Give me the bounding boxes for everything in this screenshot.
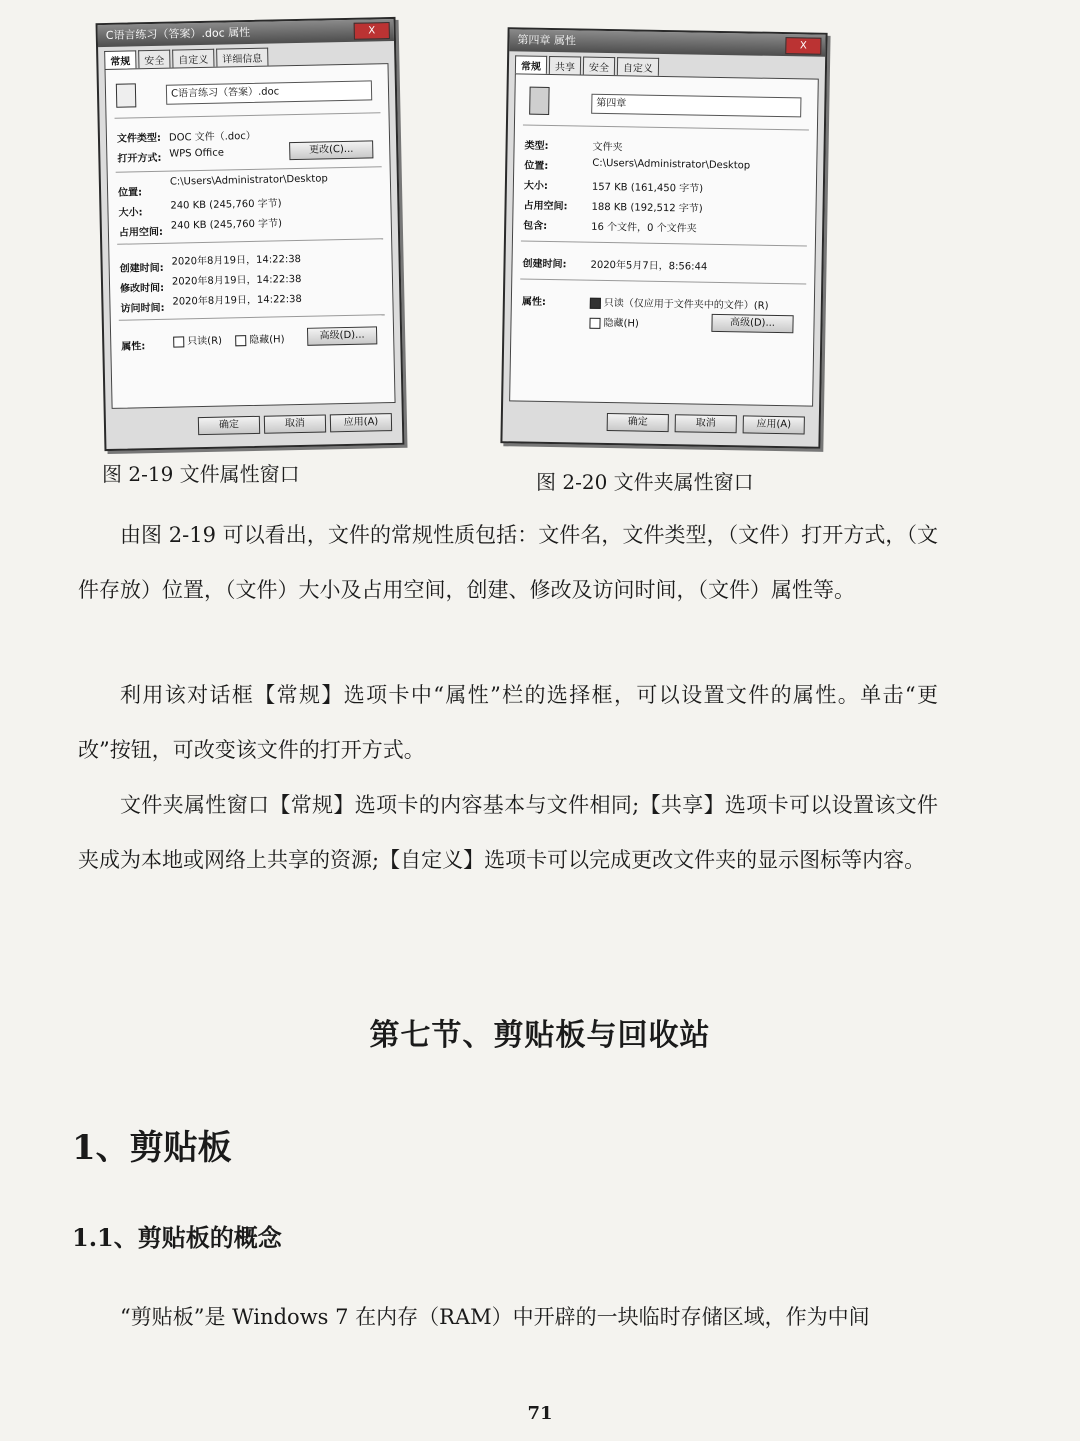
contains-value: 16 个文件，0 个文件夹 bbox=[591, 221, 697, 235]
paragraph bbox=[78, 1290, 938, 1345]
size-value: 157 KB (161,450 字节) bbox=[591, 181, 704, 195]
figure-caption: 图 2-19 文件属性窗口 bbox=[102, 462, 300, 486]
page-number: 71 bbox=[527, 1403, 553, 1424]
figure-caption: 图 2-20 文件夹属性窗口 bbox=[536, 470, 754, 494]
open-with-label: 打开方式: bbox=[117, 152, 162, 165]
advanced-button[interactable]: 高级(D)... bbox=[711, 314, 793, 333]
document-icon bbox=[116, 83, 136, 107]
tab-general[interactable]: 常规 bbox=[515, 55, 547, 74]
dialog-titlebar bbox=[509, 29, 825, 57]
location-value: C:\Users\Administrator\Desktop bbox=[592, 157, 751, 172]
apply-button[interactable]: 应用(A) bbox=[330, 413, 392, 432]
modified-label: 修改时间: bbox=[120, 282, 165, 295]
section-title: 第七节、剪贴板与回收站 bbox=[369, 1018, 711, 1053]
disk-size-label: 占用空间: bbox=[118, 226, 164, 239]
created-value: 2020年5月7日，8:56:44 bbox=[590, 259, 708, 273]
filename-field[interactable]: C语言练习（答案）.doc bbox=[166, 80, 372, 104]
type-label: 类型: bbox=[524, 140, 549, 152]
close-button[interactable]: X bbox=[785, 37, 821, 55]
checkbox-icon bbox=[590, 297, 601, 308]
tab-sharing[interactable]: 共享 bbox=[549, 56, 581, 75]
ok-button[interactable]: 确定 bbox=[607, 413, 669, 432]
paragraph bbox=[78, 508, 938, 618]
tab-security[interactable]: 安全 bbox=[583, 57, 615, 76]
general-panel bbox=[509, 73, 819, 406]
hidden-label: 隐藏(H) bbox=[249, 334, 285, 347]
dialog-titlebar bbox=[98, 19, 394, 47]
tab-security[interactable]: 安全 bbox=[138, 50, 170, 69]
created-label: 创建时间: bbox=[522, 258, 567, 271]
open-with-value: WPS Office bbox=[169, 147, 225, 160]
checkbox-icon bbox=[589, 317, 600, 328]
disk-size-value: 188 KB (192,512 字节) bbox=[591, 201, 703, 215]
tab-custom[interactable]: 自定义 bbox=[617, 57, 659, 76]
foldername-field[interactable]: 第四章 bbox=[591, 94, 801, 118]
divider bbox=[117, 238, 383, 245]
modified-value: 2020年8月19日，14:22:38 bbox=[171, 273, 302, 288]
paragraph-text: “剪贴板”是 Windows 7 在内存（RAM）中开辟的一块临时存储区域，作为中间 bbox=[120, 1305, 870, 1329]
heading-1: 1、剪贴板 bbox=[72, 1128, 232, 1168]
close-button[interactable]: X bbox=[354, 22, 390, 40]
disk-size-value: 240 KB (245,760 字节) bbox=[170, 218, 283, 232]
checkbox-icon bbox=[173, 336, 184, 347]
hidden-label: 隐藏(H) bbox=[603, 317, 639, 330]
paragraph-text: 利用该对话框【常规】选项卡中“属性”栏的选择框，可以设置文件的属性。单击“更改”按钮，可改变该文件的打开方式。 bbox=[78, 683, 938, 762]
tab-details[interactable]: 详细信息 bbox=[216, 48, 268, 67]
readonly-checkbox[interactable] bbox=[590, 294, 769, 312]
hidden-checkbox[interactable] bbox=[589, 314, 639, 330]
location-value: C:\Users\Administrator\Desktop bbox=[169, 173, 328, 188]
divider bbox=[116, 166, 382, 173]
location-label: 位置: bbox=[118, 187, 143, 199]
accessed-value: 2020年8月19日，14:22:38 bbox=[172, 293, 302, 308]
size-label: 大小: bbox=[523, 180, 548, 192]
advanced-button[interactable]: 高级(D)... bbox=[307, 326, 377, 345]
folder-properties-dialog bbox=[500, 27, 827, 449]
heading-2: 1.1、剪贴板的概念 bbox=[72, 1223, 282, 1252]
size-label: 大小: bbox=[118, 207, 143, 219]
paragraph bbox=[78, 668, 938, 778]
cancel-button[interactable]: 取消 bbox=[675, 414, 737, 433]
type-label: 文件类型: bbox=[116, 132, 162, 145]
tab-general[interactable]: 常规 bbox=[104, 50, 136, 69]
divider bbox=[523, 125, 809, 131]
divider bbox=[119, 314, 385, 321]
apply-button[interactable]: 应用(A) bbox=[743, 415, 805, 434]
location-label: 位置: bbox=[524, 160, 549, 172]
readonly-label: 只读(R) bbox=[187, 335, 223, 348]
readonly-label: 只读（仅应用于文件夹中的文件）(R) bbox=[603, 297, 769, 312]
file-properties-dialog bbox=[96, 17, 405, 451]
folder-icon bbox=[529, 87, 549, 115]
created-value: 2020年8月19日，14:22:38 bbox=[171, 253, 302, 268]
type-value: 文件夹 bbox=[592, 141, 623, 154]
attributes-label: 属性: bbox=[121, 341, 146, 353]
contains-label: 包含: bbox=[523, 220, 548, 232]
type-value: DOC 文件（.doc） bbox=[168, 130, 256, 144]
attributes-label: 属性: bbox=[521, 296, 546, 308]
divider bbox=[520, 278, 806, 284]
accessed-label: 访问时间: bbox=[120, 302, 165, 315]
paragraph bbox=[78, 778, 938, 888]
tab-custom[interactable]: 自定义 bbox=[172, 49, 214, 68]
change-button[interactable]: 更改(C)... bbox=[289, 140, 373, 160]
size-value: 240 KB (245,760 字节) bbox=[170, 198, 282, 212]
readonly-checkbox[interactable] bbox=[173, 332, 222, 348]
divider bbox=[521, 241, 807, 247]
divider bbox=[115, 112, 381, 119]
dialog-title: 第四章 属性 bbox=[517, 33, 577, 48]
created-label: 创建时间: bbox=[119, 262, 164, 275]
ok-button[interactable]: 确定 bbox=[198, 416, 260, 435]
hidden-checkbox[interactable] bbox=[235, 330, 285, 346]
dialog-title: C语言练习（答案）.doc 属性 bbox=[105, 25, 251, 42]
paragraph-text: 文件夹属性窗口【常规】选项卡的内容基本与文件相同;【共享】选项卡可以设置该文件夹成为本地或网络上共享的资源;【自定义】选项卡可以完成更改文件夹的显示图标等内容。 bbox=[78, 793, 938, 872]
general-panel bbox=[105, 63, 396, 409]
disk-size-label: 占用空间: bbox=[523, 200, 568, 213]
cancel-button[interactable]: 取消 bbox=[264, 414, 326, 433]
paragraph-text: 由图 2-19 可以看出，文件的常规性质包括：文件名，文件类型，（文件）打开方式，（文件存放）位置，（文件）大小及占用空间，创建、修改及访问时间，（文件）属性等。 bbox=[78, 523, 938, 602]
checkbox-icon bbox=[235, 335, 246, 346]
